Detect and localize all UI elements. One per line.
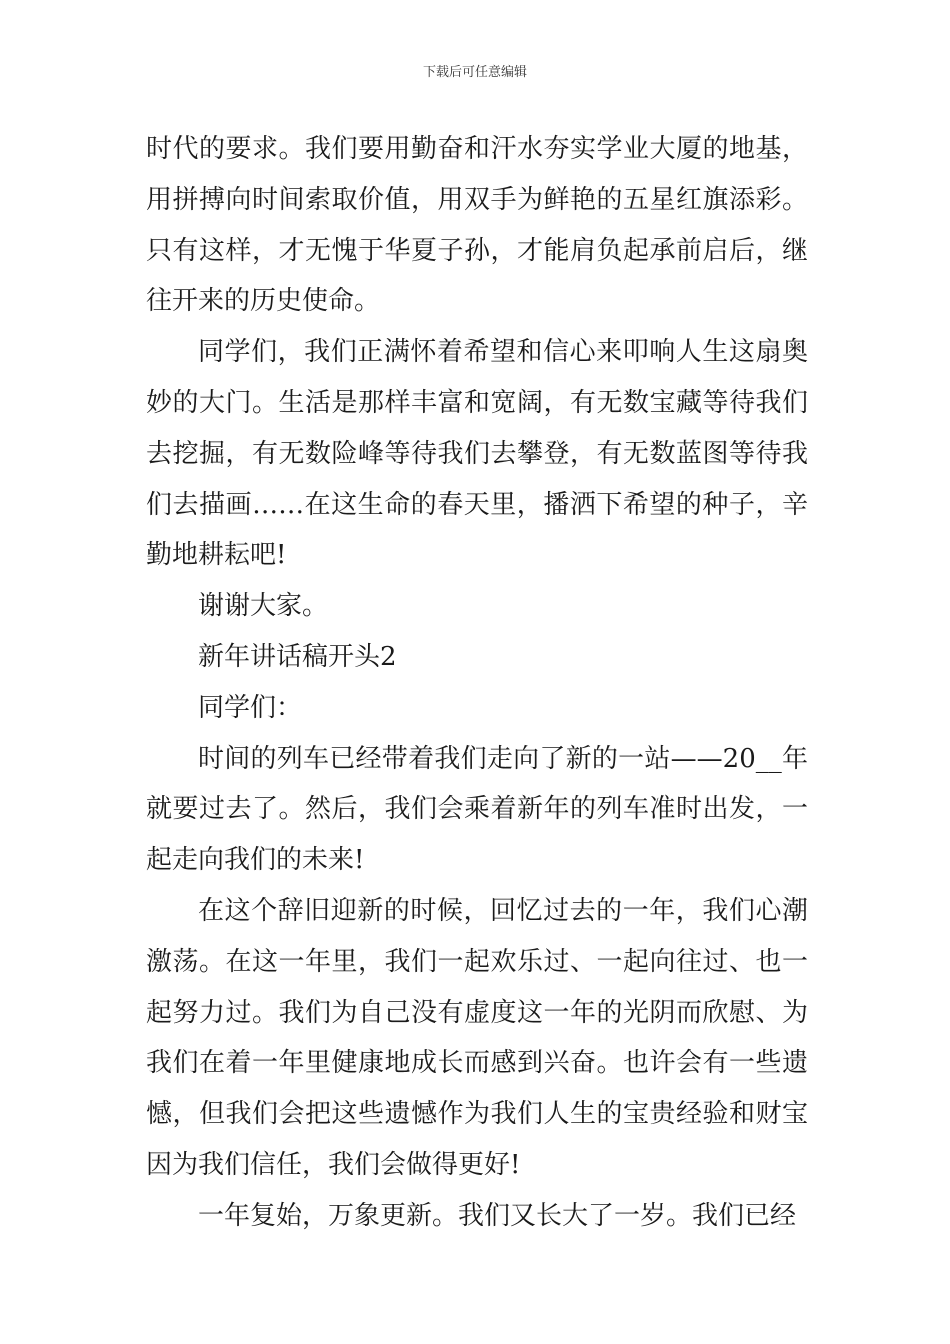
text-line: 就要过去了。然后，我们会乘着新年的列车准时出发，一 [146,794,808,825]
text-line: 时代的要求。我们要用勤奋和汗水夯实学业大厦的地基， [146,134,808,164]
text-line: 们去描画……在这生命的春天里，播洒下希望的种子，辛 [146,489,808,520]
text-line: 一年复始，万象更新。我们又长大了一岁。我们已经 [198,1200,797,1231]
paragraph [146,683,808,734]
text-line: 我们在着一年里健康地成长而感到兴奋。也许会有一些遗 [146,1048,808,1079]
text-line: 谢谢大家。 [198,591,329,622]
document-body [146,124,808,1242]
text-line: 同学们： [198,692,303,723]
header-text: 下载后可任意编辑 [422,65,527,80]
text-line: 起走向我们的未来! [146,845,365,876]
paragraph [146,327,808,581]
text-line: 憾，但我们会把这些遗憾作为我们人生的宝贵经验和财宝 [146,1099,808,1130]
text-line: 因为我们信任，我们会做得更好! [146,1149,521,1180]
text-line: 往开来的历史使命。 [146,286,381,317]
text-line: 起努力过。我们为自己没有虚度这一年的光阴而欣慰、为 [146,997,808,1028]
paragraph [146,734,808,886]
paragraph [146,886,808,1191]
text-line: 激荡。在这一年里，我们一起欢乐过、一起向往过、也一 [146,946,808,977]
text-line: 去挖掘，有无数险峰等待我们去攀登，有无数蓝图等待我 [146,438,808,469]
page-header [0,64,950,82]
text-line: 同学们，我们正满怀着希望和信心来叩响人生这扇奥 [198,337,808,368]
text-line: 时间的列车已经带着我们走向了新的一站——20__年 [198,743,808,774]
paragraph [146,1191,808,1242]
text-line: 勤地耕耘吧! [146,540,287,571]
text-line: 妙的大门。生活是那样丰富和宽阔，有无数宝藏等待我们 [146,387,808,418]
text-line: 只有这样，才无愧于华夏子孙，才能肩负起承前启后，继 [146,235,808,266]
paragraph [146,632,808,683]
text-line: 新年讲话稿开头2 [198,641,397,672]
text-line: 用拼搏向时间索取价值，用双手为鲜艳的五星红旗添彩。 [146,184,808,215]
paragraph [146,581,808,632]
text-line: 在这个辞旧迎新的时候，回忆过去的一年，我们心潮 [198,895,808,926]
paragraph [146,124,808,327]
